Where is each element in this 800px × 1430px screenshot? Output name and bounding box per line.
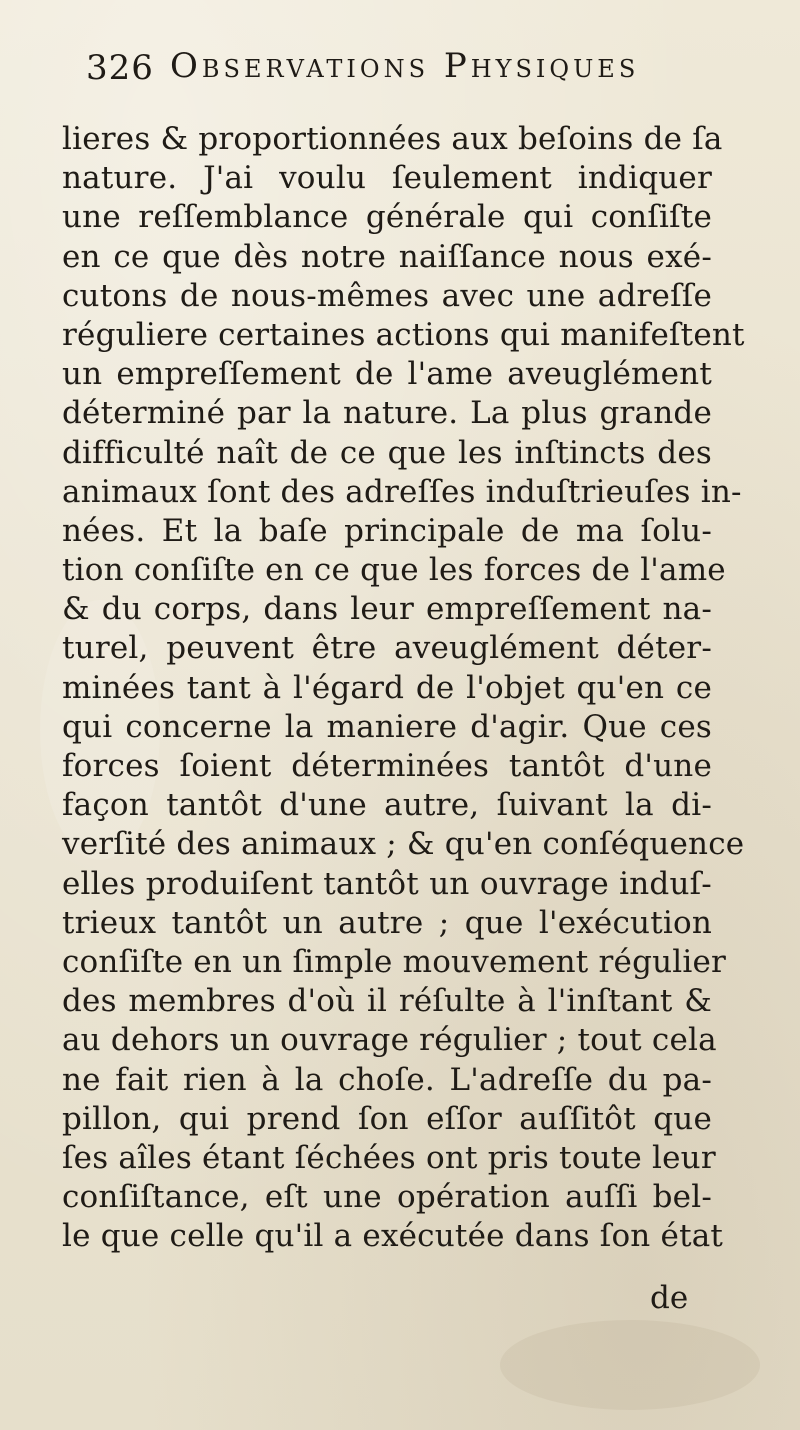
text-line: minées tant à l'égard de l'objet qu'en ce xyxy=(62,669,712,706)
text-line: & du corps, dans leur empreſſement na- xyxy=(62,591,712,628)
text-line: ne fait rien à la choſe. L'adreſſe du pa- xyxy=(62,1061,712,1098)
text-line: ſes aîles étant ſéchées ont pris toute leur xyxy=(62,1139,716,1176)
text-line: au dehors un ouvrage régulier ; tout cela xyxy=(62,1022,717,1059)
text-line: cutons de nous-mêmes avec une adreſſe xyxy=(62,277,712,314)
text-line: conſiſtance, eſt une opération auſſi bel- xyxy=(62,1179,712,1216)
text-line: un empreſſement de l'ame aveuglément xyxy=(62,356,712,393)
text-line: difficulté naît de ce que les inſtincts des xyxy=(62,434,712,471)
text-line: turel, peuvent être aveuglément déter- xyxy=(62,630,712,667)
text-line: tion conſiſte en ce que les forces de l'ame xyxy=(62,552,726,589)
text-line: nature. J'ai voulu ſeulement indiquer xyxy=(62,160,712,197)
page-header xyxy=(86,42,726,102)
body-text xyxy=(62,120,745,1256)
text-line: en ce que dès notre naiſſance nous exé- xyxy=(62,238,712,275)
text-line: forces ſoient déterminées tantôt d'une xyxy=(62,748,712,784)
text-line: animaux ſont des adreſſes induſtrieuſes in- xyxy=(62,473,742,510)
text-line: conſiſte en un ſimple mouvement régulier xyxy=(62,943,727,980)
text-line: façon tantôt d'une autre, ſuivant la di- xyxy=(62,787,712,824)
text-line: des membres d'où il réſulte à l'inſtant & xyxy=(62,983,712,1020)
text-line: pillon, qui prend ſon eſſor auſſitôt que xyxy=(62,1100,712,1137)
text-line: le que celle qu'il a exécutée dans ſon état xyxy=(62,1218,724,1255)
text-line: verſité des animaux ; & qu'en conſéquence xyxy=(62,826,745,863)
text-line: une reſſemblance générale qui conſiſte xyxy=(62,199,712,236)
text-line: réguliere certaines actions qui manifeſtent xyxy=(62,316,745,353)
text-line: trieux tantôt un autre ; que l'exécution xyxy=(62,904,712,941)
catchword: de xyxy=(650,1280,689,1316)
running-title: Observations Physiques xyxy=(170,46,640,86)
page-number: 326 xyxy=(86,48,154,88)
text-line: qui concerne la maniere d'agir. Que ces xyxy=(62,708,712,745)
text-line: elles produiſent tantôt un ouvrage induſ- xyxy=(62,865,712,902)
paper-stain xyxy=(500,1320,760,1410)
text-line: déterminé par la nature. La plus grande xyxy=(62,395,712,432)
text-line: nées. Et la baſe principale de ma ſolu- xyxy=(62,512,712,549)
text-line: lieres & proportionnées aux beſoins de ſa xyxy=(62,121,723,157)
